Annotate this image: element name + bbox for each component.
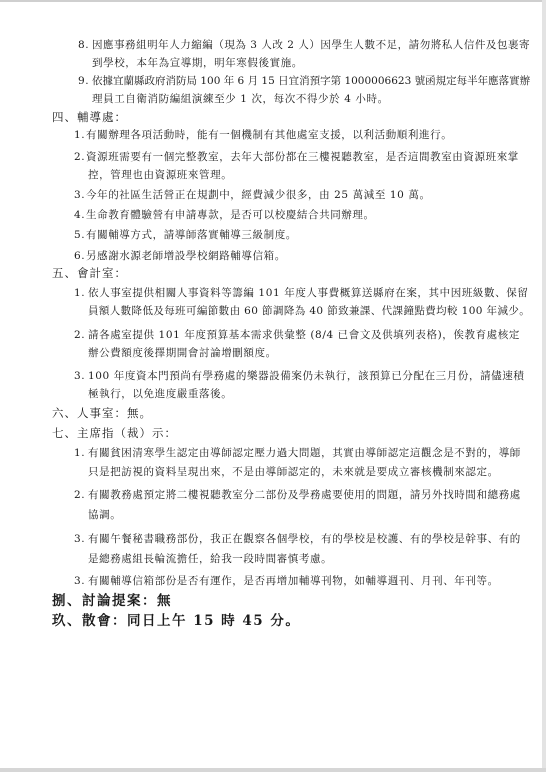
section-7-heading: 七、主席指（裁）示： (52, 426, 177, 440)
s5-item-1-line-1: 依人事室提供相關人事資料等籌編 101 年度人事費概算送縣府在案，其中因班級數、保留 (88, 287, 529, 299)
s7-item-1-line-1: 有關貧困清寒學生認定由導師認定壓力過大問題，其實由導師認定這觀念是不對的，導師 (88, 447, 521, 459)
s7-item-3-line-2: 是總務處組長輪流擔任，給我一段時間審慎考慮。 (88, 553, 333, 565)
s4-item-4-line-1: 生命教育體驗營有申請專款，是否可以校慶結合共同辦理。 (86, 209, 375, 221)
s4-item-2-line-2: 控，管理也由資源班來管理。 (88, 169, 233, 181)
item-9-line-1: 依據宜蘭縣政府消防局 100 年 6 月 15 日宜消預字第 1000006623 號函規定每半年應落實辦 (92, 75, 531, 87)
s5-item-2-line-2: 辦公費額度後擇期開會討論增刪額度。 (88, 347, 277, 359)
s7-item-3-number: 3. (74, 533, 86, 545)
section-8-heading: 捌、討論提案：無 (52, 593, 172, 609)
s4-item-5-number: 5. (74, 229, 86, 241)
s4-item-6-number: 6. (74, 250, 86, 262)
section-9-heading: 玖、散會：同日上午 15 時 45 分。 (52, 613, 301, 629)
s5-item-2-line-1: 請各處室提供 101 年度預算基本需求供彙整 (8/4 已會文及供填列表格)，俟教育處核定 (88, 329, 520, 341)
s7-item-1-line-2: 只是把訪視的資料呈現出來，不是由導師認定的，未來就是要成立審核機制來認定。 (88, 466, 499, 478)
item-9-number: 9. (78, 75, 90, 87)
s5-item-3-line-2: 極執行，以免進度嚴重落後。 (88, 388, 233, 400)
s5-item-1-line-2: 員額人數降低及每班可編節數由 60 節調降為 40 節致兼課、代課鐘點費均較 100 年減少。 (88, 305, 531, 317)
page-edge-bottom (0, 768, 546, 772)
s4-item-3-line-1: 今年的社區生活營正在規劃中，經費減少很多，由 25 萬減至 10 萬。 (86, 189, 431, 201)
section-6-heading: 六、人事室：無。 (52, 406, 152, 420)
s5-item-1-number: 1. (74, 287, 86, 299)
s4-item-1-number: 1. (74, 129, 86, 141)
s7-item-2-number: 2. (74, 489, 86, 501)
s5-item-2-number: 2. (74, 329, 86, 341)
item-8-line-1: 因應事務組明年人力縮編（現為 3 人改 2 人）因學生人數不足，請勿將私人信件及包裹寄 (92, 39, 530, 51)
s4-item-5-line-1: 有關輔導方式，請導師落實輔導三級制度。 (86, 229, 297, 241)
item-8-line-2: 到學校，本年為宣導期，明年寒假後實施。 (92, 57, 303, 69)
s5-item-3-number: 3. (74, 370, 86, 382)
page-edge-right (542, 0, 546, 772)
s4-item-3-number: 3. (74, 189, 86, 201)
section-5-heading: 五、會計室： (52, 266, 127, 280)
s7-item-4-line-1: 有關輔導信箱部份是否有運作，是否再增加輔導刊物，如輔導週刊、月刊、年刊等。 (88, 575, 499, 587)
s4-item-2-line-1: 資源班需要有一個完整教室，去年大部份都在三樓視聽教室，是否這間教室由資源班來掌 (86, 151, 519, 163)
s4-item-1-line-1: 有關辦理各項活動時，能有一個機制有其他處室支援，以利活動順利進行。 (86, 129, 453, 141)
item-9-line-2: 理員工自衛消防編組演練至少 1 次，每次不得少於 4 小時。 (92, 93, 389, 105)
s4-item-6-line-1: 另感謝水源老師增設學校網路輔導信箱。 (86, 250, 286, 262)
page-edge-top (0, 0, 546, 2)
s5-item-3-line-1: 100 年度資本門預尚有學務處的樂器設備案仍未執行，該預算已分配在三月份，請儘速積 (88, 370, 525, 382)
s4-item-4-number: 4. (74, 209, 86, 221)
s7-item-1-number: 1. (74, 447, 86, 459)
s7-item-3-line-1: 有關午餐秘書職務部份，我正在觀察各個學校，有的學校是校護、有的學校是幹事、有的 (88, 533, 521, 545)
item-8-number: 8. (78, 39, 90, 51)
s4-item-2-number: 2. (74, 151, 86, 163)
s7-item-2-line-1: 有關教務處預定將二樓視聽教室分二部份及學務處要使用的問題，請另外找時間和總務處 (88, 489, 521, 501)
s7-item-2-line-2: 協調。 (88, 509, 122, 521)
section-4-heading: 四、輔導處： (52, 110, 127, 124)
s7-item-4-number: 3. (74, 575, 86, 587)
